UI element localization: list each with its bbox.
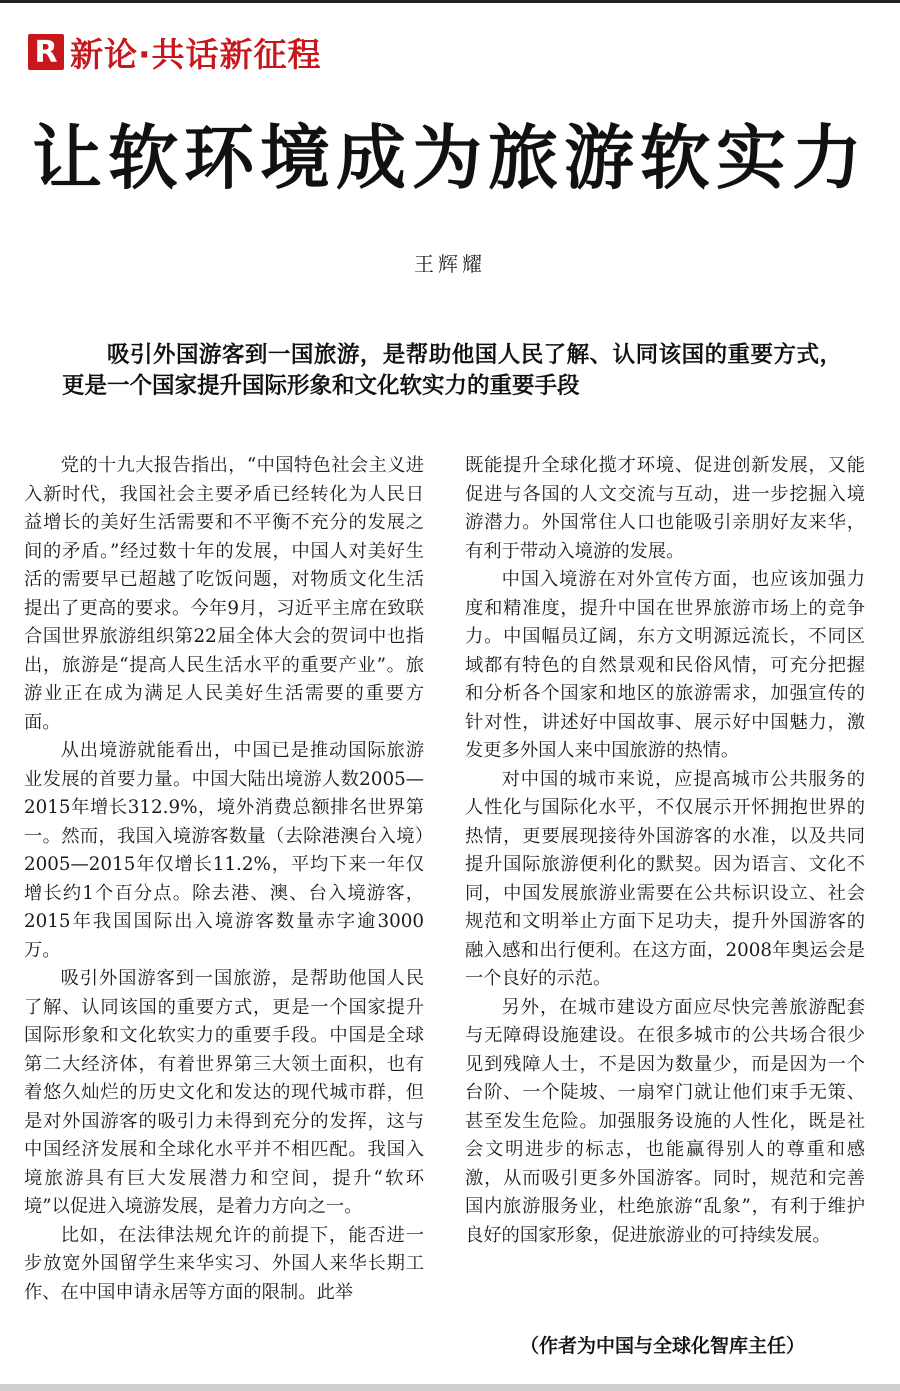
article-column-left <box>24 452 424 1307</box>
article-paragraph: 吸引外国游客到一国旅游，是帮助他国人民了解、认同该国的重要方式，更是一个国家提升国际形象和文化软实力的重要手段。中国是全球第二大经济体，有着世界第三大领土面积，也有着悠久灿烂的历史文化和发达的现代城市群，但是对外国游客的吸引力未得到充分的发挥，这与中国经济发展和全球化水平并不相匹配。我国入境旅游具有巨大发展潜力和空间，提升“软环境”以促进入境游发展，是着力方向之一。 <box>24 968 424 1217</box>
article-paragraph: 对中国的城市来说，应提高城市公共服务的人性化与国际化水平，不仅展示开怀拥抱世界的热情，更要展现接待外国游客的水准，以及共同提升国际旅游便利化的默契。因为语言、文化不同，中国发展旅游业需要在公共标识设立、社会规范和文明举止方面下足功夫，提升外国游客的融入感和出行便利。在这方面，2008年奥运会是一个良好的示范。 <box>465 768 865 989</box>
article-paragraph: 比如，在法律法规允许的前提下，能否进一步放宽外国留学生来华实习、外国人来华长期工作、在中国申请永居等方面的限制。此举 <box>24 1224 424 1303</box>
article-paragraph: 从出境游就能看出，中国已是推动国际旅游业发展的首要力量。中国大陆出境游人数2005—2015年增长312.9%，境外消费总额排名世界第一。然而，我国入境游客数量（去除港澳台入境）2005—2015年仅增长11.2%，平均下来一年仅增长约1个百分点。除去港、澳、台入境游客，2015年我国国际出入境游客数量赤字逾3000万。 <box>24 740 424 961</box>
top-rule <box>0 0 900 3</box>
author-name: 王辉耀 <box>414 252 486 276</box>
article-column-right <box>465 452 865 1250</box>
author-byline: （作者为中国与全球化智库主任） <box>520 1335 806 1357</box>
bottom-rule <box>0 1384 900 1391</box>
article-paragraph: 中国入境游在对外宣传方面，也应该加强力度和精准度，提升中国在世界旅游市场上的竞争力。中国幅员辽阔，东方文明源远流长，不同区域都有特色的自然景观和民俗风情，可充分把握和分析各个国家和地区的旅游需求，加强宣传的针对性，讲述好中国故事、展示好中国魅力，激发更多外国人来中国旅游的热情。 <box>465 569 865 761</box>
column-header <box>28 32 322 72</box>
headline: 让软环境成为旅游软实力 <box>32 117 868 199</box>
article-paragraph: 另外，在城市建设方面应尽快完善旅游配套与无障碍设施建设。在很多城市的公共场合很少见到残障人士，不是因为数量少，而是因为一个台阶、一个陡坡、一扇窄门就让他们束手无策、甚至发生危险。加强服务设施的人性化，既是社会文明进步的标志，也能赢得别人的尊重和感激，从而吸引更多外国游客。同时，规范和完善国内旅游服务业，杜绝旅游“乱象”，有利于维护良好的国家形象，促进旅游业的可持续发展。 <box>465 996 865 1246</box>
r-logo-icon: R <box>28 34 64 70</box>
column-name: 新论·共话新征程 <box>70 34 322 74</box>
lead-summary: 吸引外国游客到一国旅游，是帮助他国人民了解、认同该国的重要方式，更是一个国家提升国际形象和文化软实力的重要手段 <box>62 342 842 399</box>
article-paragraph-continued: 既能提升全球化揽才环境、促进创新发展，又能促进与各国的人文交流与互动，进一步挖掘入境游潜力。外国常住人口也能吸引亲朋好友来华，有利于带动入境游的发展。 <box>465 455 865 562</box>
article-paragraph: 党的十九大报告指出，“中国特色社会主义进入新时代，我国社会主要矛盾已经转化为人民日益增长的美好生活需要和不平衡不充分的发展之间的矛盾。”经过数十年的发展，中国人对美好生活的需要早已超越了吃饭问题，对物质文化生活提出了更高的要求。今年9月，习近平主席在致联合国世界旅游组织第22届全体大会的贺词中也指出，旅游是“提高人民生活水平的重要产业”。旅游业正在成为满足人民美好生活需要的重要方面。 <box>24 455 424 733</box>
